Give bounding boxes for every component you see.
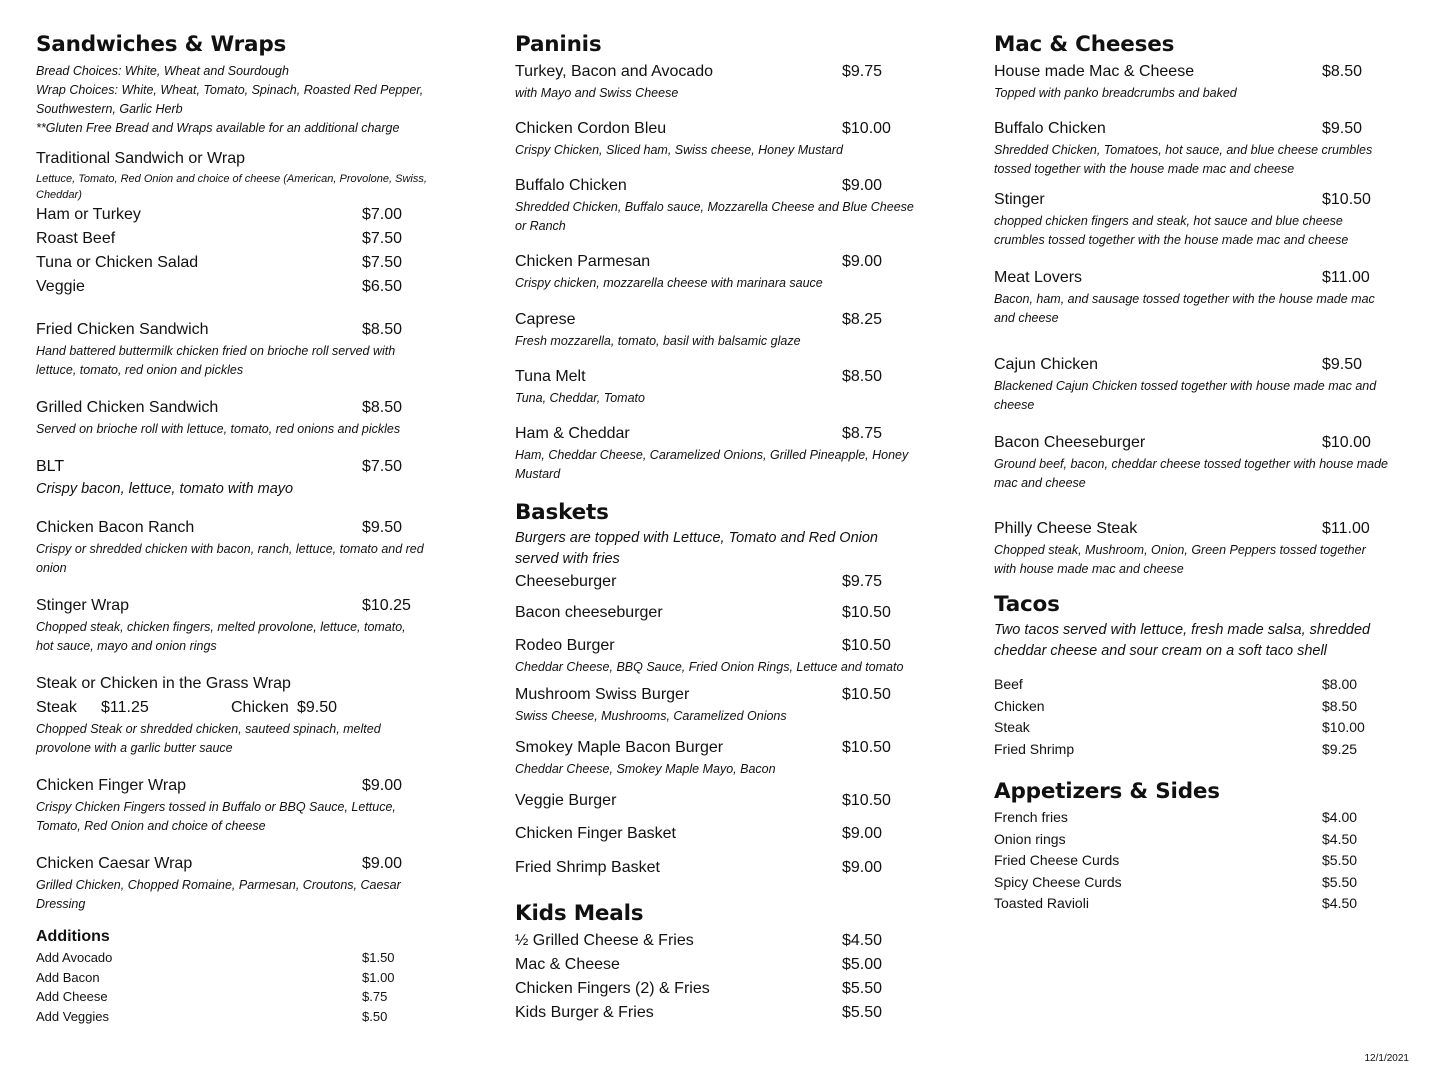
tacos-note: Two tacos served with lettuce, fresh made salsa, shredded [994,622,1371,638]
menu-item-fried-chicken: Fried Chicken Sandwich $8.50 Hand battered buttermilk chicken fried on brioche roll served with lettuce, tomato, red onion and pickles [36,321,403,377]
section-title-kids: Kids Meals [515,901,644,926]
basket-item: Cheeseburger $9.75 [515,573,883,590]
wrap-choices: Wrap Choices: White, Wheat, Tomato, Spinach, Roasted Red Pepper, [36,83,424,97]
mac-item: Buffalo Chicken $9.50 Shredded Chicken, Tomatoes, hot sauce, and blue cheese crumbles tossed together with the house made mac and cheese [994,120,1373,176]
appetizer-item: French fries $4.00 [994,809,1358,825]
gluten-free-note: **Gluten Free Bread and Wraps available for an additional charge [36,121,400,135]
menu-item: Veggie $6.50 [36,278,403,295]
kids-item: Mac & Cheese $5.00 [515,956,883,973]
basket-item: Rodeo Burger $10.50 Cheddar Cheese, BBQ Sauce, Fried Onion Rings, Lettuce and tomato [515,637,904,674]
menu-item-chicken-caesar-wrap: Chicken Caesar Wrap $9.00 Grilled Chicken, Chopped Romaine, Parmesan, Croutons, Caesar Dressing [36,855,403,911]
appetizer-item: Toasted Ravioli $4.50 [994,895,1358,911]
taco-item: Chicken $8.50 [994,697,1358,714]
section-title-appetizers: Appetizers & Sides [994,779,1220,804]
panini-item: Tuna Melt $8.50 Tuna, Cheddar, Tomato [515,368,883,405]
taco-item: Beef $8.00 [994,676,1358,692]
kids-item: Kids Burger & Fries $5.50 [515,1004,883,1021]
section-title-mac: Mac & Cheeses [994,32,1175,57]
taco-item: Steak $10.00 [994,719,1365,735]
traditional-note: Lettuce, Tomato, Red Onion and choice of cheese (American, Provolone, Swiss, [36,173,427,185]
bread-choices: Bread Choices: White, Wheat and Sourdough [36,64,289,78]
kids-item: Chicken Fingers (2) & Fries $5.50 [515,980,883,997]
additions-title: Additions [36,928,110,945]
menu-item-blt: BLT $7.50 Crispy bacon, lettuce, tomato with mayo [36,458,403,497]
tacos-list [994,674,1414,760]
appetizer-item: Spicy Cheese Curds $5.50 [994,873,1358,890]
mac-tacos-apps-column [994,30,1414,915]
appetizer-item: Onion rings $4.50 [994,830,1358,847]
basket-item: Bacon cheeseburger $10.50 [515,604,891,621]
panini-item: Ham & Cheddar $8.75 Ham, Cheddar Cheese, Caramelized Onions, Grilled Pineapple, Honey Mustard [515,425,909,481]
mac-item: Cajun Chicken $9.50 Blackened Cajun Chicken tossed together with house made mac and cheese [994,356,1377,412]
traditional-list [36,203,476,299]
mac-item: Philly Cheese Steak $11.00 Chopped steak, Mushroom, Onion, Green Peppers tossed together with house made mac and cheese [994,520,1370,576]
traditional-note-cont: Cheddar) [36,189,82,201]
basket-item: Smokey Maple Bacon Burger $10.50 Cheddar Cheese, Smokey Maple Mayo, Bacon [515,739,891,776]
addition-item: Add Cheese $.75 [36,989,388,1004]
panini-item: Turkey, Bacon and Avocado $9.75 with Mayo and Swiss Cheese [515,63,883,100]
basket-item: Mushroom Swiss Burger $10.50 Swiss Cheese, Mushrooms, Caramelized Onions [515,686,891,723]
panini-item: Chicken Cordon Bleu $10.00 Crispy Chicken, Sliced ham, Swiss cheese, Honey Mustard [515,120,891,157]
section-title-sandwiches: Sandwiches & Wraps [36,32,287,57]
menu-item-grass-wrap: Steak or Chicken in the Grass Wrap Steak $11.25 Chicken $9.50 Chopped Steak or shredded chicken, sauteed spinach, melted provolone with a garlic butter sauce [36,672,476,758]
wrap-choices-cont: Southwestern, Garlic Herb [36,102,183,116]
section-title-paninis: Paninis [515,32,602,57]
menu-item-grilled-chicken: Grilled Chicken Sandwich $8.50 Served on brioche roll with lettuce, tomato, red onions and pickles [36,399,403,436]
menu-item-stinger-wrap: Stinger Wrap $10.25 Chopped steak, chicken fingers, melted provolone, lettuce, tomato, hot sauce, mayo and onion rings [36,597,411,653]
addition-item: Add Avocado $1.50 [36,950,395,965]
mac-item: Stinger $10.50 chopped chicken fingers and steak, hot sauce and blue cheese crumbles tossed together with the house made mac and cheese [994,191,1371,247]
mac-item: Bacon Cheeseburger $10.00 Ground beef, bacon, cheddar cheese tossed together with house made mac and cheese [994,434,1389,490]
menu-item-chicken-finger-wrap: Chicken Finger Wrap $9.00 Crispy Chicken Fingers tossed in Buffalo or BBQ Sauce, Lettuce, Tomato, Red Onion and choice of cheese [36,777,403,833]
section-title-tacos: Tacos [994,592,1060,617]
mac-item: House made Mac & Cheese $8.50 Topped with panko breadcrumbs and baked [994,63,1363,100]
appetizer-item: Fried Cheese Curds $5.50 [994,852,1358,868]
menu-item: Tuna or Chicken Salad $7.50 [36,254,403,271]
panini-item: Buffalo Chicken $9.00 Shredded Chicken, Buffalo sauce, Mozzarella Cheese and Blue Cheese or Ranch [515,177,914,233]
panini-item: Chicken Parmesan $9.00 Crispy chicken, mozzarella cheese with marinara sauce [515,253,883,290]
addition-item: Add Veggies $.50 [36,1008,388,1024]
menu-date: 12/1/2021 [1364,1053,1409,1064]
tacos-note-cont: cheddar cheese and sour cream on a soft taco shell [994,643,1327,659]
menu-item-chicken-bacon-ranch: Chicken Bacon Ranch $9.50 Crispy or shredded chicken with bacon, ranch, lettuce, tomato and red onion [36,519,424,575]
traditional-title: Traditional Sandwich or Wrap [36,150,245,167]
grass-wrap-prices: Steak $11.25 Chicken $9.50 [36,699,338,716]
basket-item: Fried Shrimp Basket $9.00 [515,859,883,876]
addition-item: Add Bacon $1.00 [36,969,395,985]
additions-list [36,948,476,1026]
sandwiches-wraps-column [36,30,476,1026]
baskets-note-cont: served with fries [515,551,620,567]
menu-item: Roast Beef $7.50 [36,230,403,247]
section-title-baskets: Baskets [515,500,609,525]
panini-item: Caprese $8.25 Fresh mozzarella, tomato, basil with balsamic glaze [515,311,883,348]
basket-item: Veggie Burger $10.50 [515,792,891,809]
paninis-baskets-column [515,30,945,1025]
baskets-note: Burgers are topped with Lettuce, Tomato and Red Onion [515,530,878,546]
basket-item: Chicken Finger Basket $9.00 [515,825,883,842]
taco-item: Fried Shrimp $9.25 [994,740,1358,757]
mac-item: Meat Lovers $11.00 Bacon, ham, and sausage tossed together with the house made mac and cheese [994,269,1375,325]
menu-item: Ham or Turkey $7.00 [36,206,403,223]
kids-item: ½ Grilled Cheese & Fries $4.50 [515,932,883,949]
appetizers-list [994,807,1414,915]
